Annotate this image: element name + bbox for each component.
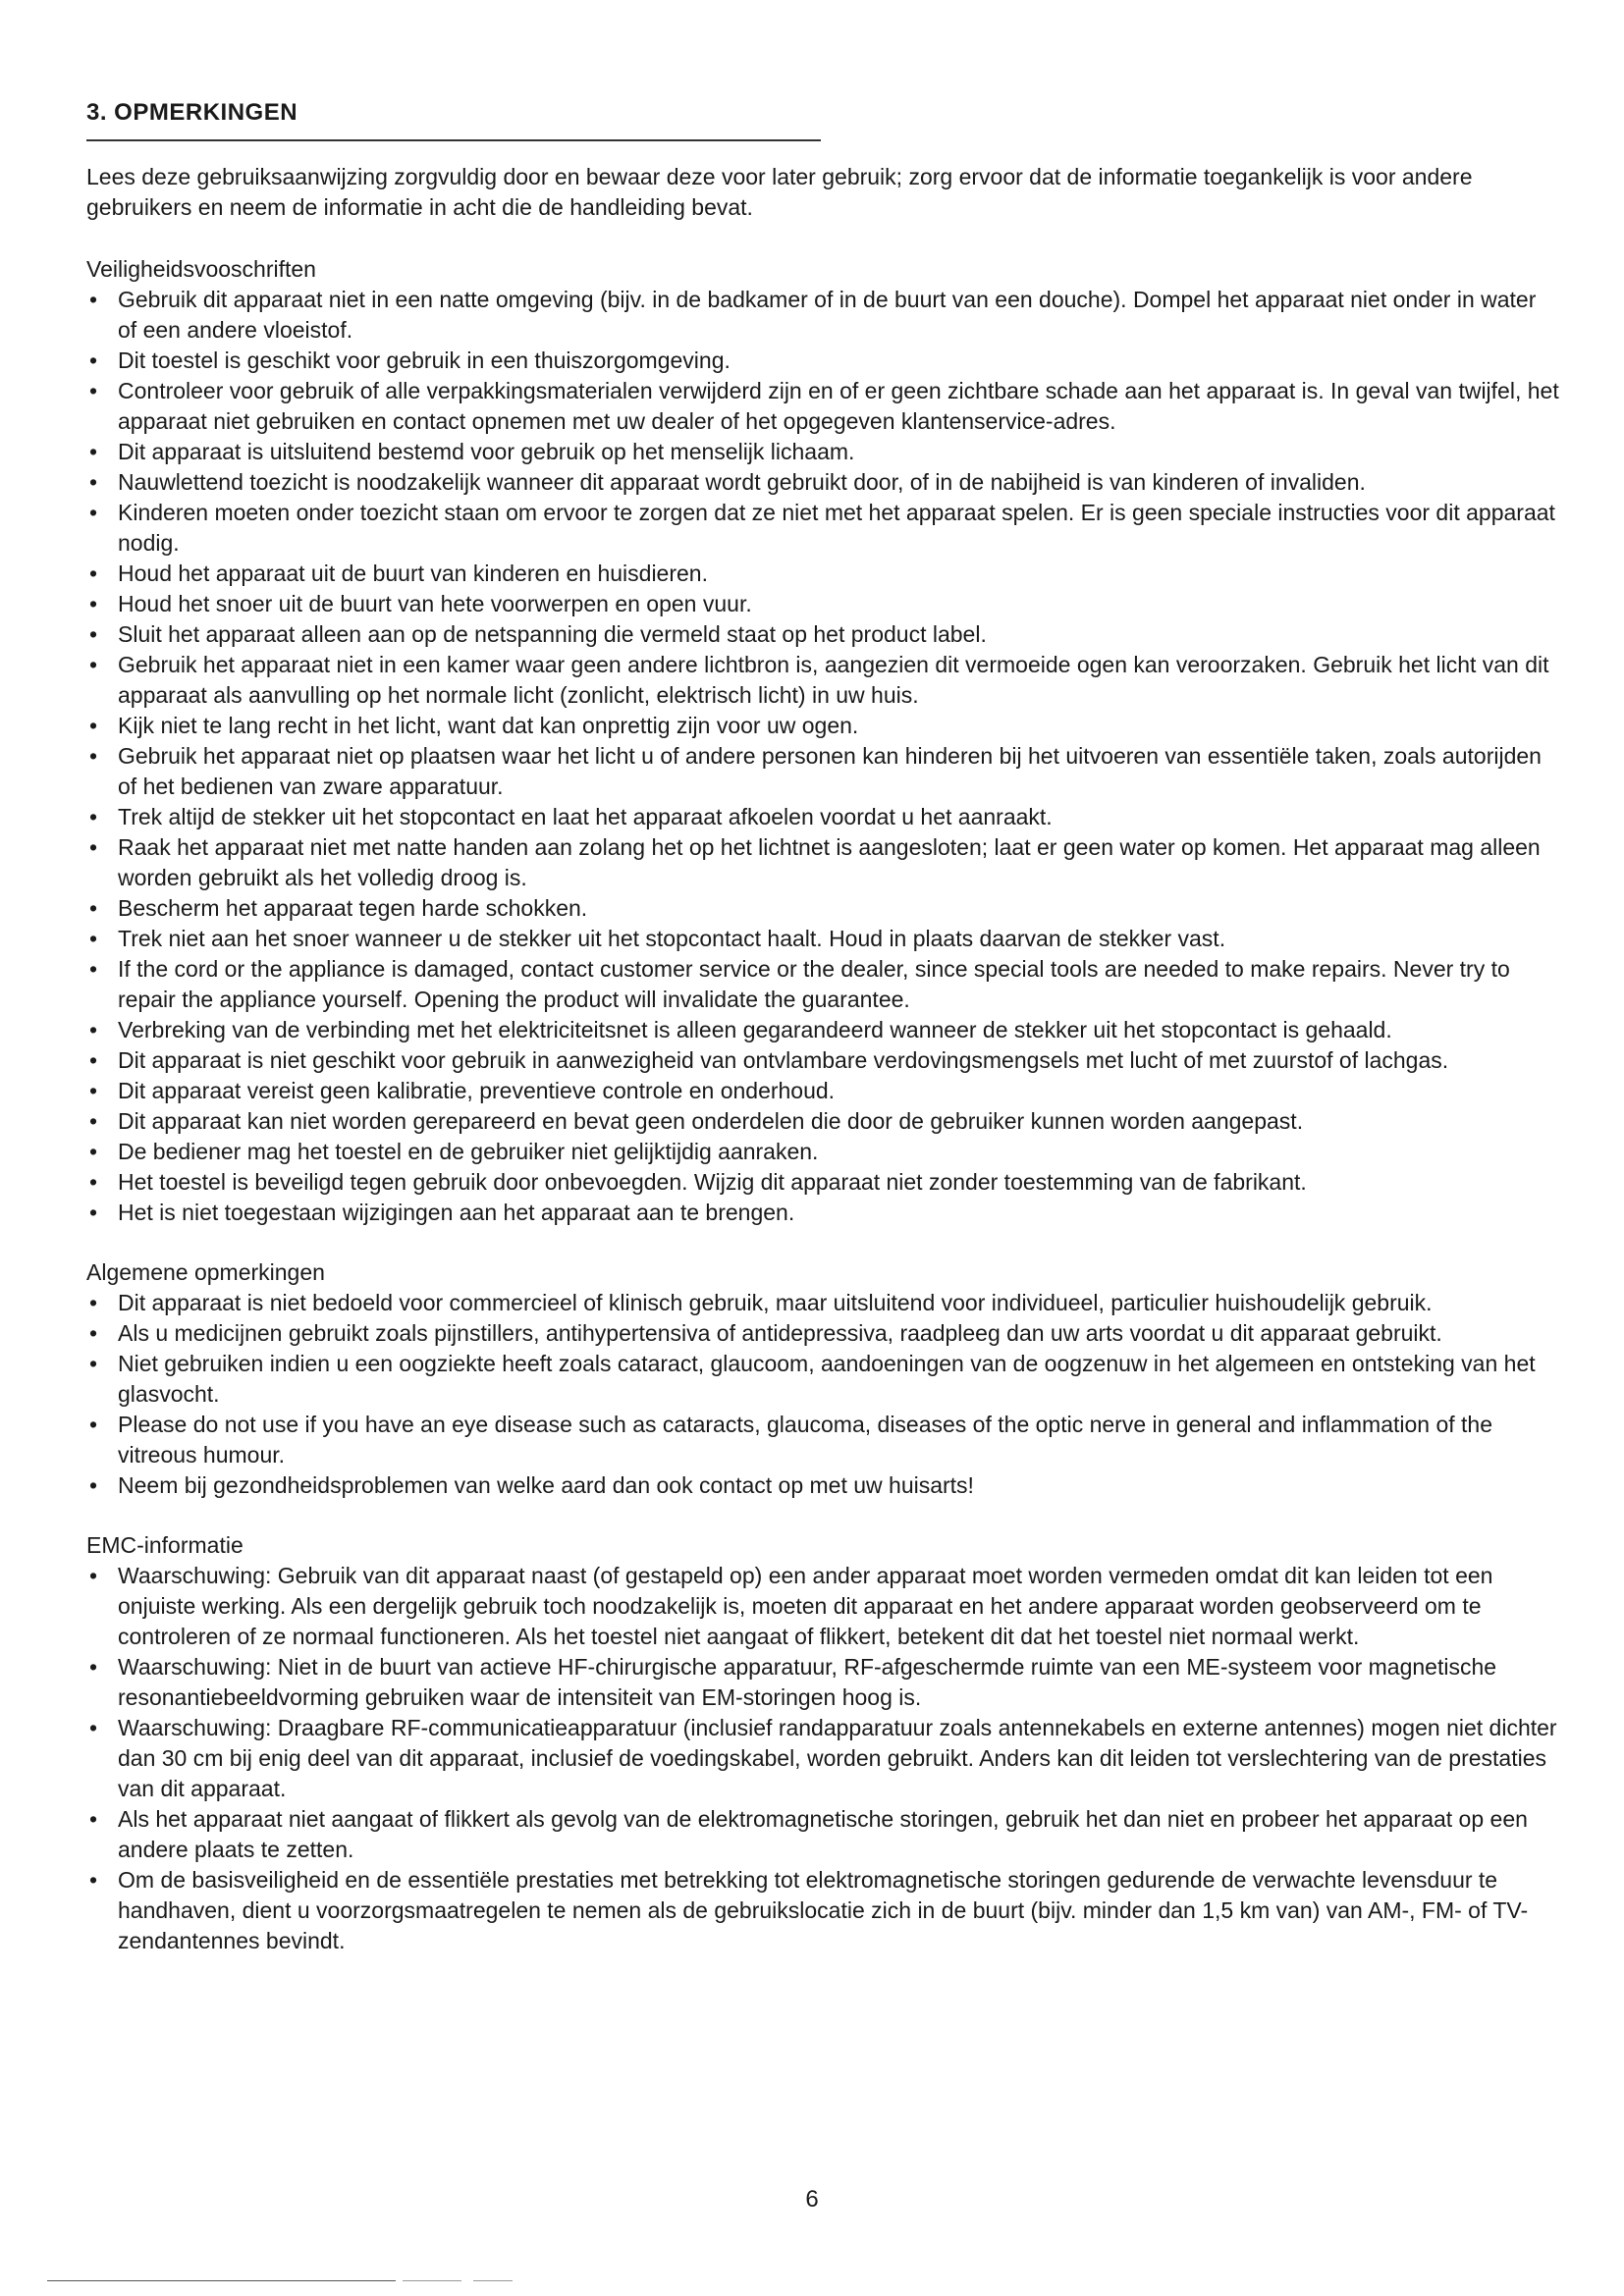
list-item: • Verbreking van de verbinding met het elektriciteitsnet is alleen gegarandeerd wanneer de stekker uit het stopcontact is gehaald. xyxy=(86,1015,1559,1045)
list-item: • De bediener mag het toestel en de gebruiker niet gelijktijdig aanraken. xyxy=(86,1137,1559,1167)
list-item: • Het toestel is beveiligd tegen gebruik door onbevoegden. Wijzig dit apparaat niet zonder toestemming van de fabrikant. xyxy=(86,1167,1559,1198)
general-section xyxy=(86,1257,1559,1501)
list-item: • Sluit het apparaat alleen aan op de netspanning die vermeld staat op het product label. xyxy=(86,619,1559,650)
list-item: • Trek altijd de stekker uit het stopcontact en laat het apparaat afkoelen voordat u het aanraakt. xyxy=(86,802,1559,832)
safety-section xyxy=(86,254,1559,1228)
list-item: • Controleer voor gebruik of alle verpakkingsmaterialen verwijderd zijn en of er geen zichtbare schade aan het apparaat is. In geval van twijfel, het apparaat niet gebruiken en contact opnemen met uw dealer of het opgegeven klantenservice-adres. xyxy=(86,376,1559,437)
emc-section xyxy=(86,1530,1559,1956)
list-item: • Om de basisveiligheid en de essentiële prestaties met betrekking tot elektromagnetische storingen gedurende de verwachte levensduur te handhaven, dient u voorzorgsmaatregelen te nemen als de gebruikslocatie zich in de buurt (bijv. minder dan 1,5 km van) van AM-, FM- of TV-zendantennes bevindt. xyxy=(86,1865,1559,1956)
list-item: • Waarschuwing: Draagbare RF-communicatieapparatuur (inclusief randapparatuur zoals antennekabels en externe antennes) mogen niet dichter dan 30 cm bij enig deel van dit apparaat, inclusief de voedingskabel, worden gebruikt. Anders kan dit leiden tot verslechtering van de prestaties van dit apparaat. xyxy=(86,1713,1559,1804)
list-item: • Het is niet toegestaan wijzigingen aan het apparaat aan te brengen. xyxy=(86,1198,1559,1228)
list-item: • Please do not use if you have an eye disease such as cataracts, glaucoma, diseases of the optic nerve in general and inflammation of the vitreous humour. xyxy=(86,1410,1559,1470)
list-item: • Als het apparaat niet aangaat of flikkert als gevolg van de elektromagnetische storingen, gebruik het dan niet en probeer het apparaat op een andere plaats te zetten. xyxy=(86,1804,1559,1865)
title-divider xyxy=(86,139,821,141)
safety-heading: Veiligheidsvooschriften xyxy=(86,256,316,282)
general-heading: Algemene opmerkingen xyxy=(86,1259,325,1285)
list-item: • Niet gebruiken indien u een oogziekte heeft zoals cataract, glaucoom, aandoeningen van de oogzenuw in het algemeen en ontsteking van het glasvocht. xyxy=(86,1349,1559,1410)
list-item: • Dit apparaat is uitsluitend bestemd voor gebruik op het menselijk lichaam. xyxy=(86,437,1559,467)
list-item: • Kijk niet te lang recht in het licht, want dat kan onprettig zijn voor uw ogen. xyxy=(86,711,1559,741)
footer-rule-fragment xyxy=(473,2280,513,2281)
list-item: • Waarschuwing: Gebruik van dit apparaat naast (of gestapeld op) een ander apparaat moet worden vermeden omdat dit kan leiden tot een onjuiste werking. Als een dergelijk gebruik toch noodzakelijk is, moeten dit apparaat en het andere apparaat worden geobserveerd om te controleren of ze normaal functioneren. Als het toestel niet aangaat of flikkert, betekent dit dat het toestel niet normaal werkt. xyxy=(86,1561,1559,1652)
general-list xyxy=(86,1288,1559,1501)
list-item: • Dit toestel is geschikt voor gebruik in een thuiszorgomgeving. xyxy=(86,346,1559,376)
intro-paragraph: Lees deze gebruiksaanwijzing zorgvuldig door en bewaar deze voor later gebruik; zorg ervoor dat de informatie toegankelijk is voor andere gebruikers en neem de informatie in acht die de handleiding bevat. xyxy=(86,164,1473,220)
section-title: 3. OPMERKINGEN xyxy=(86,99,298,126)
list-item: • Houd het apparaat uit de buurt van kinderen en huisdieren. xyxy=(86,559,1559,589)
list-item: • If the cord or the appliance is damaged, contact customer service or the dealer, since special tools are needed to make repairs. Never try to repair the appliance yourself. Opening the product will invalidate the guarantee. xyxy=(86,954,1559,1015)
footer-rule-fragment xyxy=(403,2280,461,2281)
list-item: • Als u medicijnen gebruikt zoals pijnstillers, antihypertensiva of antidepressiva, raadpleeg dan uw arts voordat u dit apparaat gebruikt. xyxy=(86,1318,1559,1349)
list-item: • Kinderen moeten onder toezicht staan om ervoor te zorgen dat ze niet met het apparaat spelen. Er is geen speciale instructies voor dit apparaat nodig. xyxy=(86,498,1559,559)
list-item: • Waarschuwing: Niet in de buurt van actieve HF-chirurgische apparatuur, RF-afgeschermde ruimte van een ME-systeem voor magnetische resonantiebeeldvorming gebruiken waar de intensiteit van EM-storingen hoog is. xyxy=(86,1652,1559,1713)
list-item: • Raak het apparaat niet met natte handen aan zolang het op het lichtnet is aangesloten; laat er geen water op komen. Het apparaat mag alleen worden gebruikt als het volledig droog is. xyxy=(86,832,1559,893)
footer-rule xyxy=(47,2280,396,2281)
list-item: • Dit apparaat vereist geen kalibratie, preventieve controle en onderhoud. xyxy=(86,1076,1559,1106)
list-item: • Gebruik het apparaat niet in een kamer waar geen andere lichtbron is, aangezien dit vermoeide ogen kan veroorzaken. Gebruik het licht van dit apparaat als aanvulling op het normale licht (zonlicht, elektrisch licht) in uw huis. xyxy=(86,650,1559,711)
emc-heading: EMC-informatie xyxy=(86,1532,244,1558)
list-item: • Bescherm het apparaat tegen harde schokken. xyxy=(86,893,1559,924)
safety-list xyxy=(86,285,1559,1228)
emc-list xyxy=(86,1561,1559,1956)
list-item: • Dit apparaat is niet bedoeld voor commercieel of klinisch gebruik, maar uitsluitend voor individueel, particulier huishoudelijk gebruik. xyxy=(86,1288,1559,1318)
list-item: • Gebruik het apparaat niet op plaatsen waar het licht u of andere personen kan hinderen bij het uitvoeren van essentiële taken, zoals autorijden of het bedienen van zware apparatuur. xyxy=(86,741,1559,802)
list-item: • Nauwlettend toezicht is noodzakelijk wanneer dit apparaat wordt gebruikt door, of in de nabijheid is van kinderen of invaliden. xyxy=(86,467,1559,498)
list-item: • Houd het snoer uit de buurt van hete voorwerpen en open vuur. xyxy=(86,589,1559,619)
list-item: • Dit apparaat kan niet worden gerepareerd en bevat geen onderdelen die door de gebruiker kunnen worden aangepast. xyxy=(86,1106,1559,1137)
list-item: • Gebruik dit apparaat niet in een natte omgeving (bijv. in de badkamer of in de buurt van een douche). Dompel het apparaat niet onder in water of een andere vloeistof. xyxy=(86,285,1559,346)
list-item: • Dit apparaat is niet geschikt voor gebruik in aanwezigheid van ontvlambare verdovingsmengsels met lucht of met zuurstof of lachgas. xyxy=(86,1045,1559,1076)
list-item: • Trek niet aan het snoer wanneer u de stekker uit het stopcontact haalt. Houd in plaats daarvan de stekker vast. xyxy=(86,924,1559,954)
document-page xyxy=(86,98,1559,1986)
list-item: • Neem bij gezondheidsproblemen van welke aard dan ook contact op met uw huisarts! xyxy=(86,1470,1559,1501)
page-number: 6 xyxy=(805,2186,819,2213)
